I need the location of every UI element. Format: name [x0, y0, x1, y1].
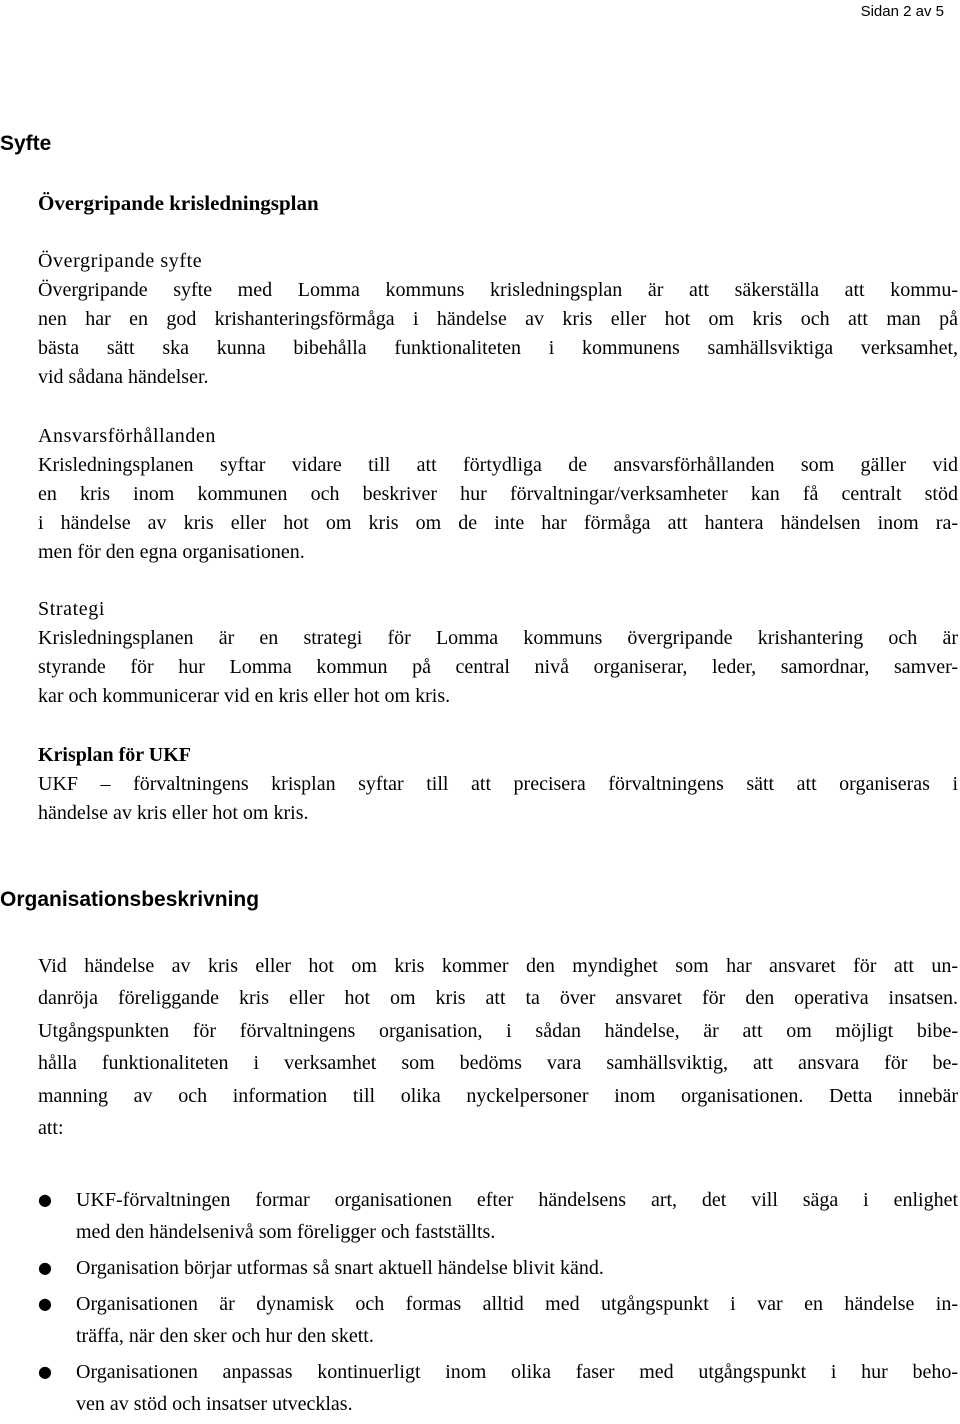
text-line: UKF – förvaltningens krisplan syftar till att precisera förvaltningens sätt att organiseras i [38, 773, 958, 795]
text-line: händelse av kris eller hot om kris. [38, 802, 309, 824]
label-strategi: Strategi [38, 598, 106, 620]
paragraph-overgripande-syfte [38, 276, 958, 392]
text-line: att: [38, 1117, 64, 1140]
text-line: träffa, när den sker och hur den skett. [76, 1325, 374, 1347]
subsection-heading-overgripande: Övergripande krisledningsplan [38, 191, 319, 215]
text-line: bästa sätt ska kunna bibehålla funktionaliteten i kommunens samhällsviktiga verksamhet, [38, 337, 958, 359]
text-line: en kris inom kommunen och beskriver hur förvaltningar/verksamheter kan få centralt stöd [38, 483, 958, 505]
text-line: kar och kommunicerar vid en kris eller hot om kris. [38, 685, 451, 707]
paragraph-krisplan-ukf [38, 770, 958, 828]
text-line: Organisation börjar utformas så snart aktuell händelse blivit känd. [76, 1257, 604, 1279]
text-line: styrande för hur Lomma kommun på central nivå organiserar, leder, samordnar, samver- [38, 656, 958, 678]
text-line: Krisledningsplanen syftar vidare till att förtydliga de ansvarsförhållanden som gäller vid [38, 454, 958, 476]
paragraph-organisation [38, 950, 958, 1144]
bullet-icon: ● [38, 1362, 52, 1381]
text-line: Övergripande syfte med Lomma kommuns krisledningsplan är att säkerställa att kommu- [38, 279, 958, 301]
paragraph-ansvarsforhallanden [38, 451, 958, 567]
bullet-icon: ● [38, 1294, 52, 1313]
label-ansvarsforhallanden: Ansvarsförhållanden [38, 425, 217, 447]
text-line: men för den egna organisationen. [38, 541, 305, 563]
text-line: Krisledningsplanen är en strategi för Lomma kommuns övergripande krishantering och är [38, 627, 958, 649]
list-item [38, 1288, 958, 1352]
text-line: ven av stöd och insatser utvecklas. [76, 1393, 353, 1415]
paragraph-strategi [38, 624, 958, 711]
list-item [38, 1252, 958, 1284]
bullet-list [38, 1184, 958, 1424]
list-item [38, 1356, 958, 1420]
text-line: manning av och information till olika nyckelpersoner inom organisationen. Detta innebär [38, 1084, 958, 1107]
text-line: UKF-förvaltningen formar organisationen efter händelsens art, det vill säga i enlighet [76, 1189, 958, 1211]
text-line: danröja föreliggande kris eller hot om kris att ta över ansvaret för den operativa insatsen. [38, 987, 958, 1010]
text-line: Organisationen anpassas kontinuerligt inom olika faser med utgångspunkt i hur beho- [76, 1361, 958, 1383]
text-line: Utgångspunkten för förvaltningens organisation, i sådan händelse, är att om möjligt bibe- [38, 1019, 958, 1042]
list-item [38, 1184, 958, 1248]
text-line: vid sådana händelser. [38, 366, 209, 388]
section-heading-organisationsbeskrivning: Organisationsbeskrivning [0, 888, 260, 911]
text-line: hålla funktionaliteten i verksamhet som bedöms vara samhällsviktig, att ansvara för be- [38, 1052, 958, 1075]
subsection-heading-krisplan-ukf: Krisplan för UKF [38, 744, 191, 766]
bullet-icon: ● [38, 1190, 52, 1209]
bullet-icon: ● [38, 1258, 52, 1277]
text-line: med den händelsenivå som föreligger och fastställts. [76, 1221, 496, 1243]
label-overgripande-syfte: Övergripande syfte [38, 250, 203, 272]
section-heading-syfte: Syfte [0, 132, 52, 155]
text-line: i händelse av kris eller hot om kris om de inte har förmåga att hantera händelsen inom ra- [38, 512, 958, 534]
page-number: Sidan 2 av 5 [860, 3, 944, 20]
text-line: Organisationen är dynamisk och formas alltid med utgångspunkt i var en händelse in- [76, 1293, 958, 1315]
text-line: nen har en god krishanteringsförmåga i händelse av kris eller hot om kris och att man på [38, 308, 958, 330]
text-line: Vid händelse av kris eller hot om kris kommer den myndighet som har ansvaret för att un- [38, 955, 958, 977]
